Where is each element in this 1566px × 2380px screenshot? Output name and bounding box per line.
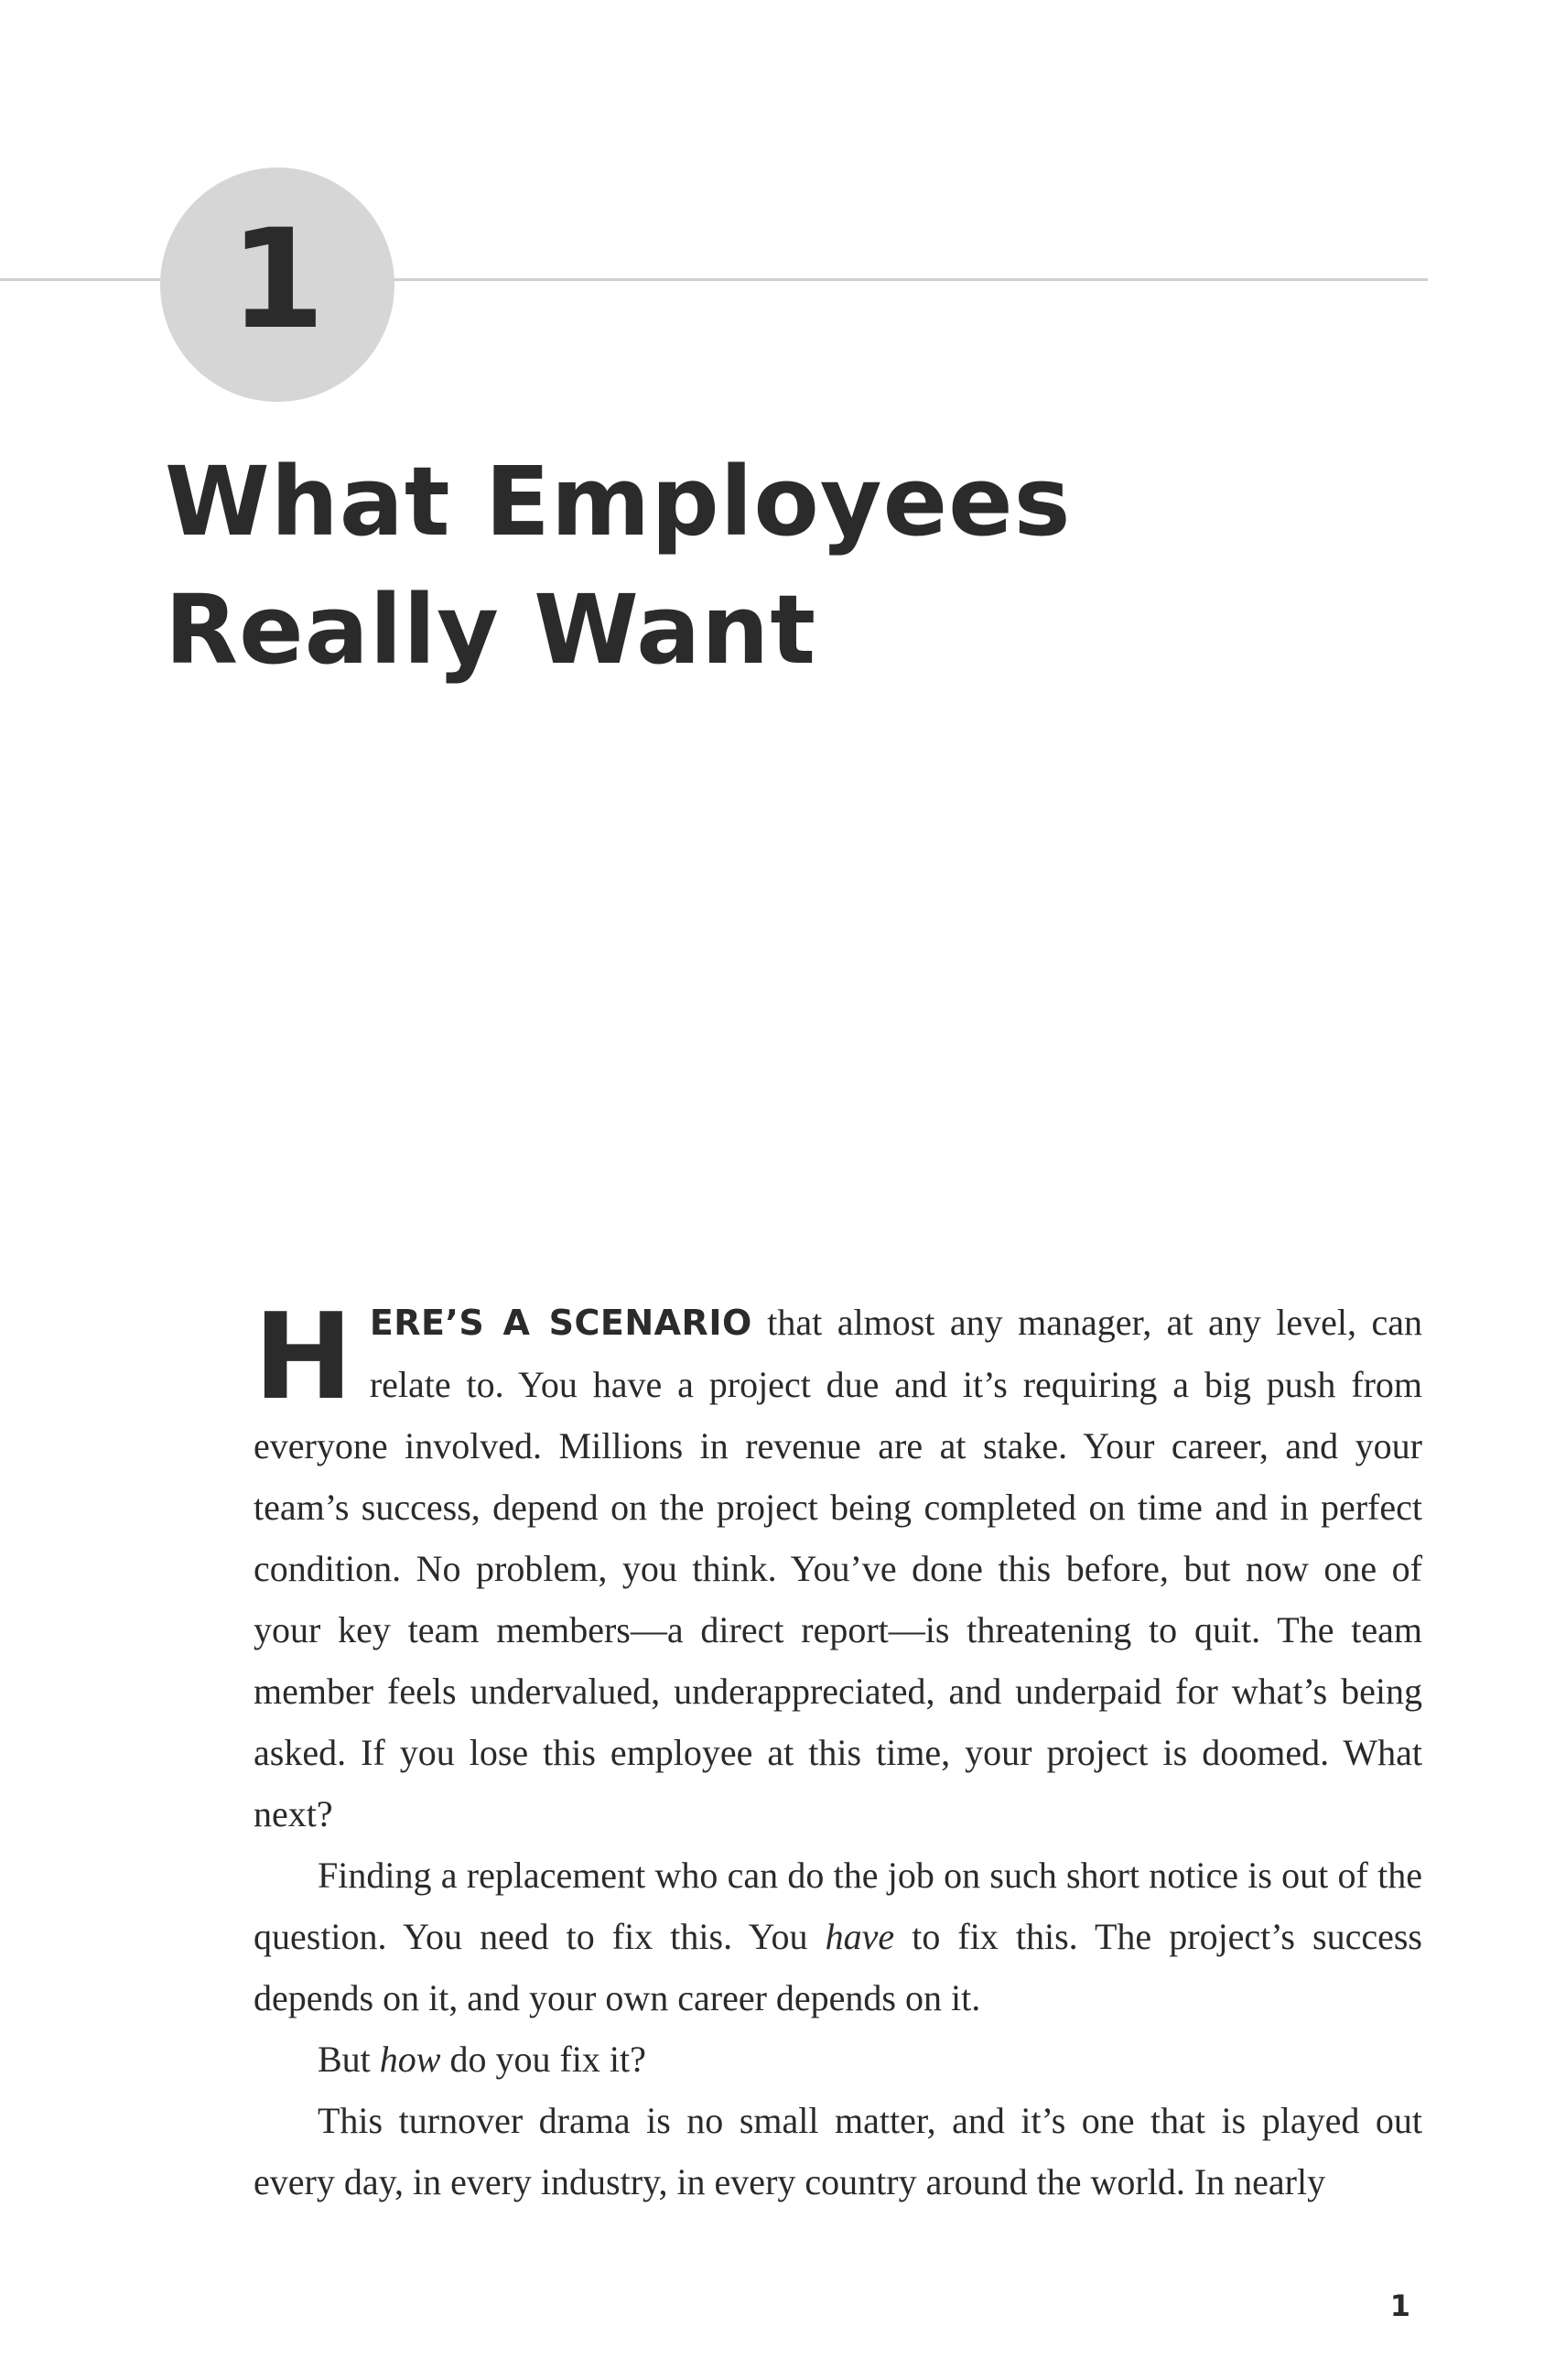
paragraph-3-text-b: do you fix it? xyxy=(440,2039,646,2080)
paragraph-2-text-a: Finding a replacement who can do the job on such short notice is out of the question. You need to fix this. You xyxy=(254,1855,1422,1957)
paragraph-3-text-a: But xyxy=(318,2039,380,2080)
drop-cap: H xyxy=(254,1287,353,1426)
chapter-number: 1 xyxy=(229,200,326,360)
paragraph-2-emphasis: have xyxy=(825,1916,895,1957)
page-number: 1 xyxy=(1389,2288,1410,2323)
paragraph-2 xyxy=(254,1844,1422,2028)
paragraph-4: This turnover drama is no small matter, and it’s one that is played out every day, in every industry, in every country around the world. In nearly xyxy=(254,2100,1422,2202)
paragraph-1-text: that almost any manager, at any level, can relate to. You have a project due and it’s requiring a big push from everyone involved. Millions in revenue are at stake. Your career, and your team’s success, depend on the project being completed on time and in perfect condition. No problem, you think. You’ve done this before, but now one of your key team members—a direct report—is threatening to quit. The team member feels undervalued, underappreciated, and underpaid for what’s being asked. If you lose this employee at this time, your project is doomed. What next? xyxy=(254,1302,1422,1834)
paragraph-3-emphasis: how xyxy=(379,2039,441,2080)
paragraph-3 xyxy=(254,2028,1422,2090)
paragraph-2-text-b: to fix this. The project’s success depends on it, and your own career depends on it. xyxy=(254,1916,1423,2018)
body-text xyxy=(254,1287,1423,2212)
chapter-title-line-1: What Employees xyxy=(165,446,1072,557)
lead-in-caps: ERE’S A SCENARIO xyxy=(369,1303,752,1343)
chapter-title-line-2: Really Want xyxy=(165,574,817,686)
chapter-title xyxy=(165,438,1072,694)
paragraph-1 xyxy=(254,1287,1422,1844)
